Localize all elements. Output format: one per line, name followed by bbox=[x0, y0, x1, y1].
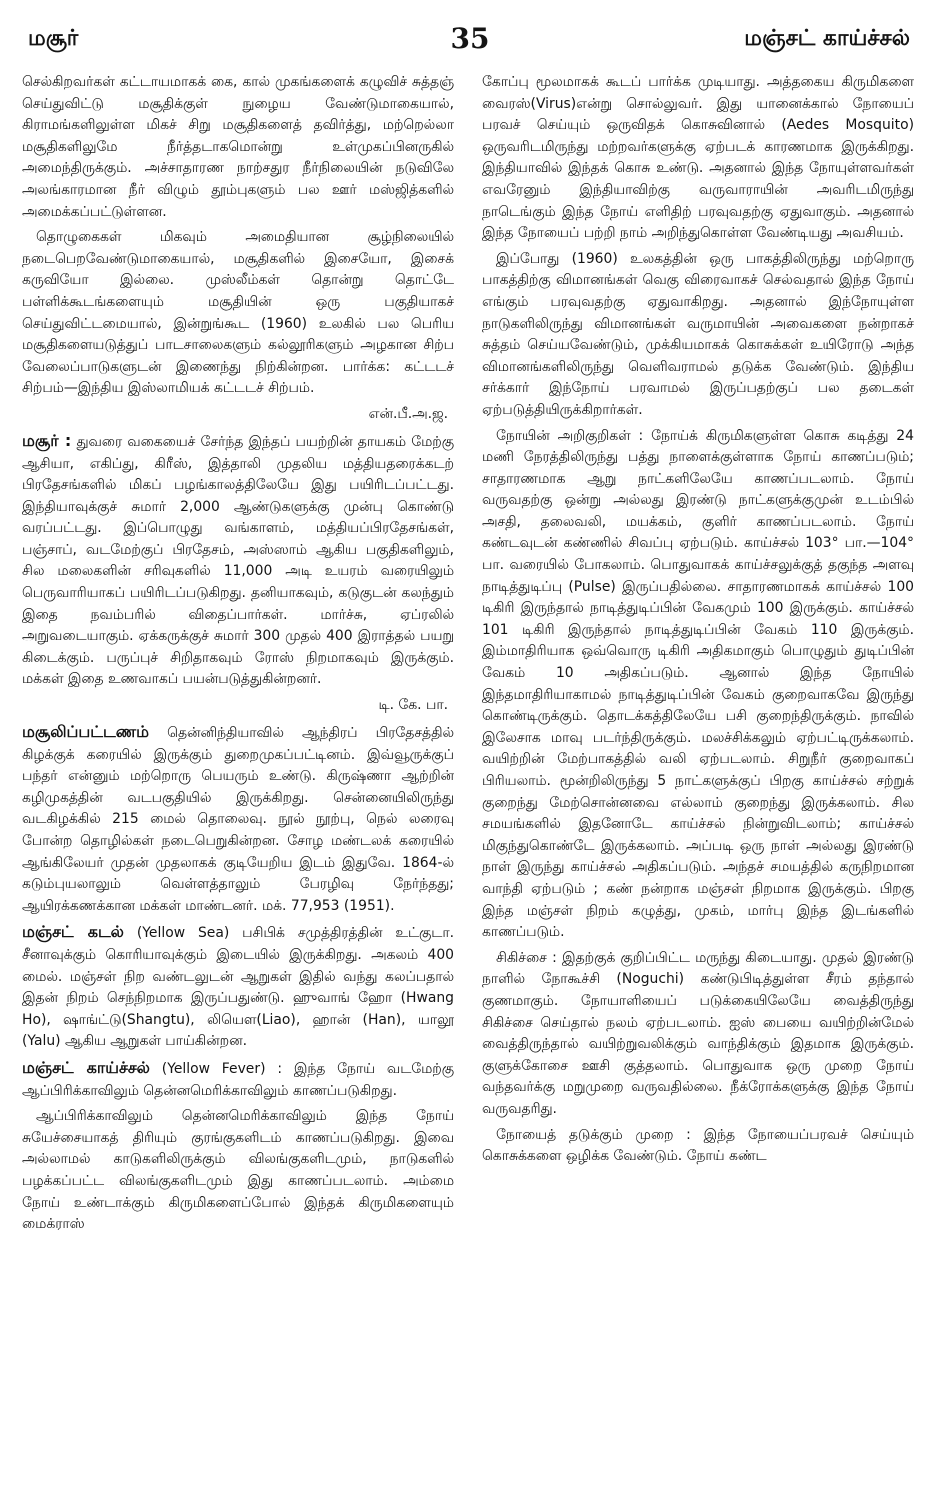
prevention-paragraph: நோயைத் தடுக்கும் முறை : இந்த நோயைப்பரவச் செய்யும் கொசுக்களை ஒழிக்க வேண்டும். நோய் கண்ட bbox=[482, 1126, 914, 1165]
entry-body: (Yellow Sea) பசிபிக் சமுத்திரத்தின் உட்குடா. சீனாவுக்கும் கொரியாவுக்கும் இடையில் இருக்கிறது. அகலம் 400 மைல். மஞ்சள் நிற வண்டலுடன் ஆறுகள் இதில் வந்து கலப்பதால் இதன் நிறம் செந்நிறமாக இருப்பதுண்டு. ஹுவாங் ஹோ (Hwang Ho), ஷாங்ட்டு(Shangtu), லியௌ(Liao), ஹான் (Han), யாலூ (Yalu) ஆகிய ஆறுகள் பாய்கின்றன. bbox=[22, 925, 454, 1050]
entry-heading: மஞ்சட் காய்ச்சல் bbox=[22, 1057, 150, 1077]
entry-yellow-sea bbox=[22, 921, 454, 1053]
symptoms-paragraph: நோயின் அறிகுறிகள் : நோய்க் கிருமிகளுள்ள கொசு கடித்து 24 மணி நேரத்திலிருந்து பத்து நாளைக்குள்ளாக நோய் காணப்படும்; சாதாரணமாக ஆறு நாட்களிலேயே காணப்படலாம். நோய் வருவதற்கு ஒன்று அல்லது இரண்டு நாட்களுக்குமுன் உடம்பில் அசதி, தலைவலி, மயக்கம், குளிர் காணப்படலாம். நோய் கண்டவுடன் கண்ணில் சிவப்பு ஏற்படும். காய்ச்சல் 103° பா.—104° பா. வரையில் போகலாம். பொதுவாகக் காய்ச்சலுக்குத் தகுந்த அளவு நாடித்துடிப்பு (Pulse) இருப்பதில்லை. சாதாரணமாகக் காய்ச்சல் 100 டிகிரி இருந்தால் நாடித்துடிப்பின் வேகமும் 100 இருக்கும். காய்ச்சல் 101 டிகிரி இருந்தால் நாடித்துடிப்பின் வேகம் 110 இருக்கும். இம்மாதிரியாக ஒவ்வொரு டிகிரி அதிகமாகும் பொழுதும் துடிப்பின் வேகம் 10 அதிகப்படும். ஆனால் இந்த நோயில் இந்தமாதிரியாகாமல் நாடித்துடிப்பின் வேகம் குறைவாகவே இருந்து கொண்டிருக்கும். தொடக்கத்திலேயே பசி குறைந்திருக்கும். நாவில் இலேசாக மாவு படர்ந்திருக்கும். மலச்சிக்கலும் ஏற்பட்டிருக்கலாம். வயிற்றின் மேற்பாகத்தில் வலி ஏற்படலாம். சிறுநீர் குறைவாகப் பிரியலாம். மூன்றிலிருந்து 5 நாட்களுக்குப் பிறகு காய்ச்சல் சற்றுக் குறைந்து மேற்சொன்னவை எல்லாம் குறைந்து இருக்கலாம். சில சமயங்களில் இதனோடே காய்ச்சல் நின்றுவிடலாம்; காய்ச்சல் மிகுந்துகொண்டே இருக்கலாம். அப்படி ஒரு நாள் அல்லது இரண்டு நாள் இருந்து காய்ச்சல் அதிகப்படும். அந்தச் சமயத்தில் கருநிறமான வாந்தி ஏற்படும் ; கண் நன்றாக மஞ்சள் நிறமாக இருக்கும். பிறகு இந்த மஞ்சள் நிறம் கழுத்து, முகம், மார்பு இந்த இடங்களில் காணப்படும். bbox=[482, 427, 914, 941]
entry-heading: மஞ்சட் கடல் bbox=[22, 922, 124, 942]
yellow-fever-paragraph: ஆப்பிரிக்காவிலும் தென்னமெரிக்காவிலும் இந்த நோய் சுயேச்சையாகத் திரியும் குரங்குகளிடம் காணப்படுகிறது. இவை அல்லாமல் காடுகளிலிருக்கும் விலங்குகளிடமும், நாடுகளில் பழக்கப்பட்ட விலங்குகளிடமும் இது காணப்படலாம். அம்மை நோய் உண்டாக்கும் கிருமிகளைப்போல் இந்தக் கிருமிகளையும் மைக்ராஸ் bbox=[22, 1108, 454, 1233]
mosque-paragraph-1: செல்கிறவர்கள் கட்டாயமாகக் கை, கால் முகங்களைக் கழுவிச் சுத்தஞ் செய்துவிட்டு மசூதிக்குள் நுழைய வேண்டுமாகையால், கிராமங்களிலுள்ள மிகச் சிறு மசூதிகளைத் தவிர்த்து, மற்றெல்லா மசூதிகளிலுமே நீர்த்தடாகமொன்று உள்முகப்பினருகில் அமைந்திருக்கும். அச்சாதாரண நாற்சதுர நீர்நிலையின் நடுவிலே அலங்காரமான நீர் விழும் தூம்புகளும் பல ஊர் மஸ்ஜித்களில் அமைக்கப்பட்டுள்ளன. bbox=[22, 74, 454, 220]
mosque-paragraph-2: தொழுகைகள் மிகவும் அமைதியான சூழ்நிலையில் நடைபெறவேண்டுமாகையால், மசூதிகளில் இசையோ, இசைக் கருவியோ இல்லை. முஸ்லீம்கள் தொன்று தொட்டே பள்ளிக்கூடங்களையும் மசூதியின் ஒரு பகுதியாகச் செய்துவிட்டமையால், இன்றுங்கூட (1960) உலகில் பல பெரிய மசூதிகளையடுத்துப் பாடசாலைகளும் கல்லூரிகளும் அழகான சிற்ப வேலைப்பாடுகளுடன் இணைந்து நிற்கின்றன. பார்க்க: கட்டடச் சிற்பம்—இந்திய இஸ்லாமியக் கட்டடச் சிற்பம். bbox=[22, 229, 454, 397]
entry-masur bbox=[22, 430, 454, 691]
yellow-fever-paragraph: கோப்பு மூலமாகக் கூடப் பார்க்க முடியாது. அத்தகைய கிருமிகளை வைரஸ்(Virus)என்று சொல்லுவர். இது யானைக்கால் நோயைப் பரவச் செய்யும் ஒருவிதக் கொசுவினால் (Aedes Mosquito) ஒருவரிடமிருந்து மற்றவர்களுக்கு ஏற்படக் காரணமாக இருக்கிறது. இந்தியாவில் இந்தக் கொசு உண்டு. அதனால் இந்த நோயுள்ளவர்கள் எவரேனும் இந்தியாவிற்கு வருவாராயின் அவரிடமிருந்து நாடெங்கும் இந்த நோய் எளிதிற் பரவுவதற்கு ஏதுவாகும். அதனால் இந்த நோயைப் பற்றி நாம் அறிந்துகொள்ள வேண்டியது அவசியம். bbox=[482, 74, 914, 242]
entry-body: துவரை வகையைச் சேர்ந்த இந்தப் பயற்றின் தாயகம் மேற்கு ஆசியா, எகிப்து, கிரீஸ், இத்தாலி முதலிய மத்தியதரைக்கடற் பிரதேசங்களில் மிகப் பழங்காலத்திலேயே இது பயிரிடப்பட்டது. இந்தியாவுக்குச் சுமார் 2,000 ஆண்டுகளுக்கு முன்பு கொண்டு வரப்பட்டது. இப்பொழுது வங்காளம், மத்தியப்பிரதேசங்கள், பஞ்சாப், வடமேற்குப் பிரதேசம், அஸ்ஸாம் ஆகிய பகுதிகளிலும், சில மலைகளின் சரிவுகளில் 11,000 அடி உயரம் வரையிலும் பெருவாரியாகப் பயிரிடப்படுகிறது. தனியாகவும், கடுகுடன் கலந்தும் இதை நவம்பரில் விதைப்பார்கள். மார்ச்சு, ஏப்ரலில் அறுவடையாகும். ஏக்கருக்குச் சுமார் 300 முதல் 400 இராத்தல் பயறு கிடைக்கும். பருப்புச் சிறிதாகவும் ரோஸ் நிறமாகவும் இருக்கும். மக்கள் இதை உணவாகப் பயன்படுத்துகின்றனர். bbox=[22, 433, 454, 688]
header-left-keyword: மசூர் bbox=[28, 26, 79, 51]
right-column bbox=[482, 72, 914, 1477]
author-signature: என்.பீ.அ.ஜ. bbox=[368, 405, 448, 422]
entry-yellow-fever bbox=[22, 1057, 454, 1102]
treatment-paragraph: சிகிச்சை : இதற்குக் குறிப்பிட்ட மருந்து கிடையாது. முதல் இரண்டு நாளில் நோகூச்சி (Noguchi) கண்டுபிடித்துள்ள சீரம் தந்தால் குணமாகும். நோயாளியைப் படுக்கையிலேயே வைத்திருந்து சிகிச்சை செய்தால் நலம் ஏற்படலாம். ஐஸ் பையை வயிற்றின்மேல் வைத்திருந்தால் வயிற்றுவலிக்கும் வாந்திக்கும் இதமாக இருக்கும். குளுக்கோசை ஊசி குத்தலாம். பொதுவாக ஒரு முறை நோய் வந்தவர்க்கு மறுமுறை வருவதில்லை. நீக்ரோக்களுக்கு இந்த நோய் வருவதரிது. bbox=[482, 949, 914, 1117]
page-number: 35 bbox=[450, 22, 490, 55]
header-right-keyword: மஞ்சட் காய்ச்சல் bbox=[744, 26, 910, 51]
entry-heading: மசூர் : bbox=[22, 430, 72, 450]
entry-body: தென்னிந்தியாவில் ஆந்திரப் பிரதேசத்தில் கிழக்குக் கரையில் இருக்கும் துறைமுகப்பட்டினம். இவ்வூருக்குப் பந்தர் என்னும் மற்றொரு பெயரும் உண்டு. கிருஷ்ணா ஆற்றின் கழிமுகத்தின் வடபகுதியில் இருக்கிறது. சென்னையிலிருந்து வடகிழக்கில் 215 மைல் தொலைவு. நூல் நூற்பு, நெல் லரைவு போன்ற தொழில்கள் நடைபெறுகின்றன. சோழ மண்டலக் கரையில் ஆங்கிலேயர் முதன் முதலாகக் குடியேறிய இடம் இதுவே. 1864-ல் கடும்புயலாலும் வெள்ளத்தாலும் பேரழிவு நேர்ந்தது; ஆயிரக்கணக்கான மக்கள் மாண்டனர். மக். 77,953 (1951). bbox=[22, 725, 454, 914]
entry-heading: மசூலிப்பட்டணம் bbox=[22, 722, 149, 742]
left-column bbox=[22, 72, 454, 1477]
page-header bbox=[20, 20, 920, 60]
entry-masulipatnam bbox=[22, 721, 454, 917]
yellow-fever-paragraph: இப்போது (1960) உலகத்தின் ஒரு பாகத்திலிருந்து மற்றொரு பாகத்திற்கு விமானங்கள் வெகு விரைவாகச் செல்வதால் இந்த நோய் எங்கும் பரவுவதற்கு ஏதுவாகிறது. அதனால் இந்நோயுள்ள நாடுகளிலிருந்து விமானங்கள் வருமாயின் அவைகளை நன்றாகச் சுத்தம் செய்யவேண்டும், முக்கியமாகக் கொசுக்கள் உயிரோடு அந்த விமானங்களிலிருந்து வெளிவராமல் தடுக்க வேண்டும். இந்திய சர்க்கார் இந்நோய் பரவாமல் இருப்பதற்குப் பல தடைகள் ஏற்படுத்தியிருக்கிறார்கள். bbox=[482, 250, 914, 418]
author-signature: டி. கே. பா. bbox=[378, 697, 448, 714]
entry-body: (Yellow Fever) : இந்த நோய் வடமேற்கு ஆப்பிரிக்காவிலும் தென்னமெரிக்காவிலும் காணப்படுகிறது. bbox=[22, 1060, 454, 1099]
